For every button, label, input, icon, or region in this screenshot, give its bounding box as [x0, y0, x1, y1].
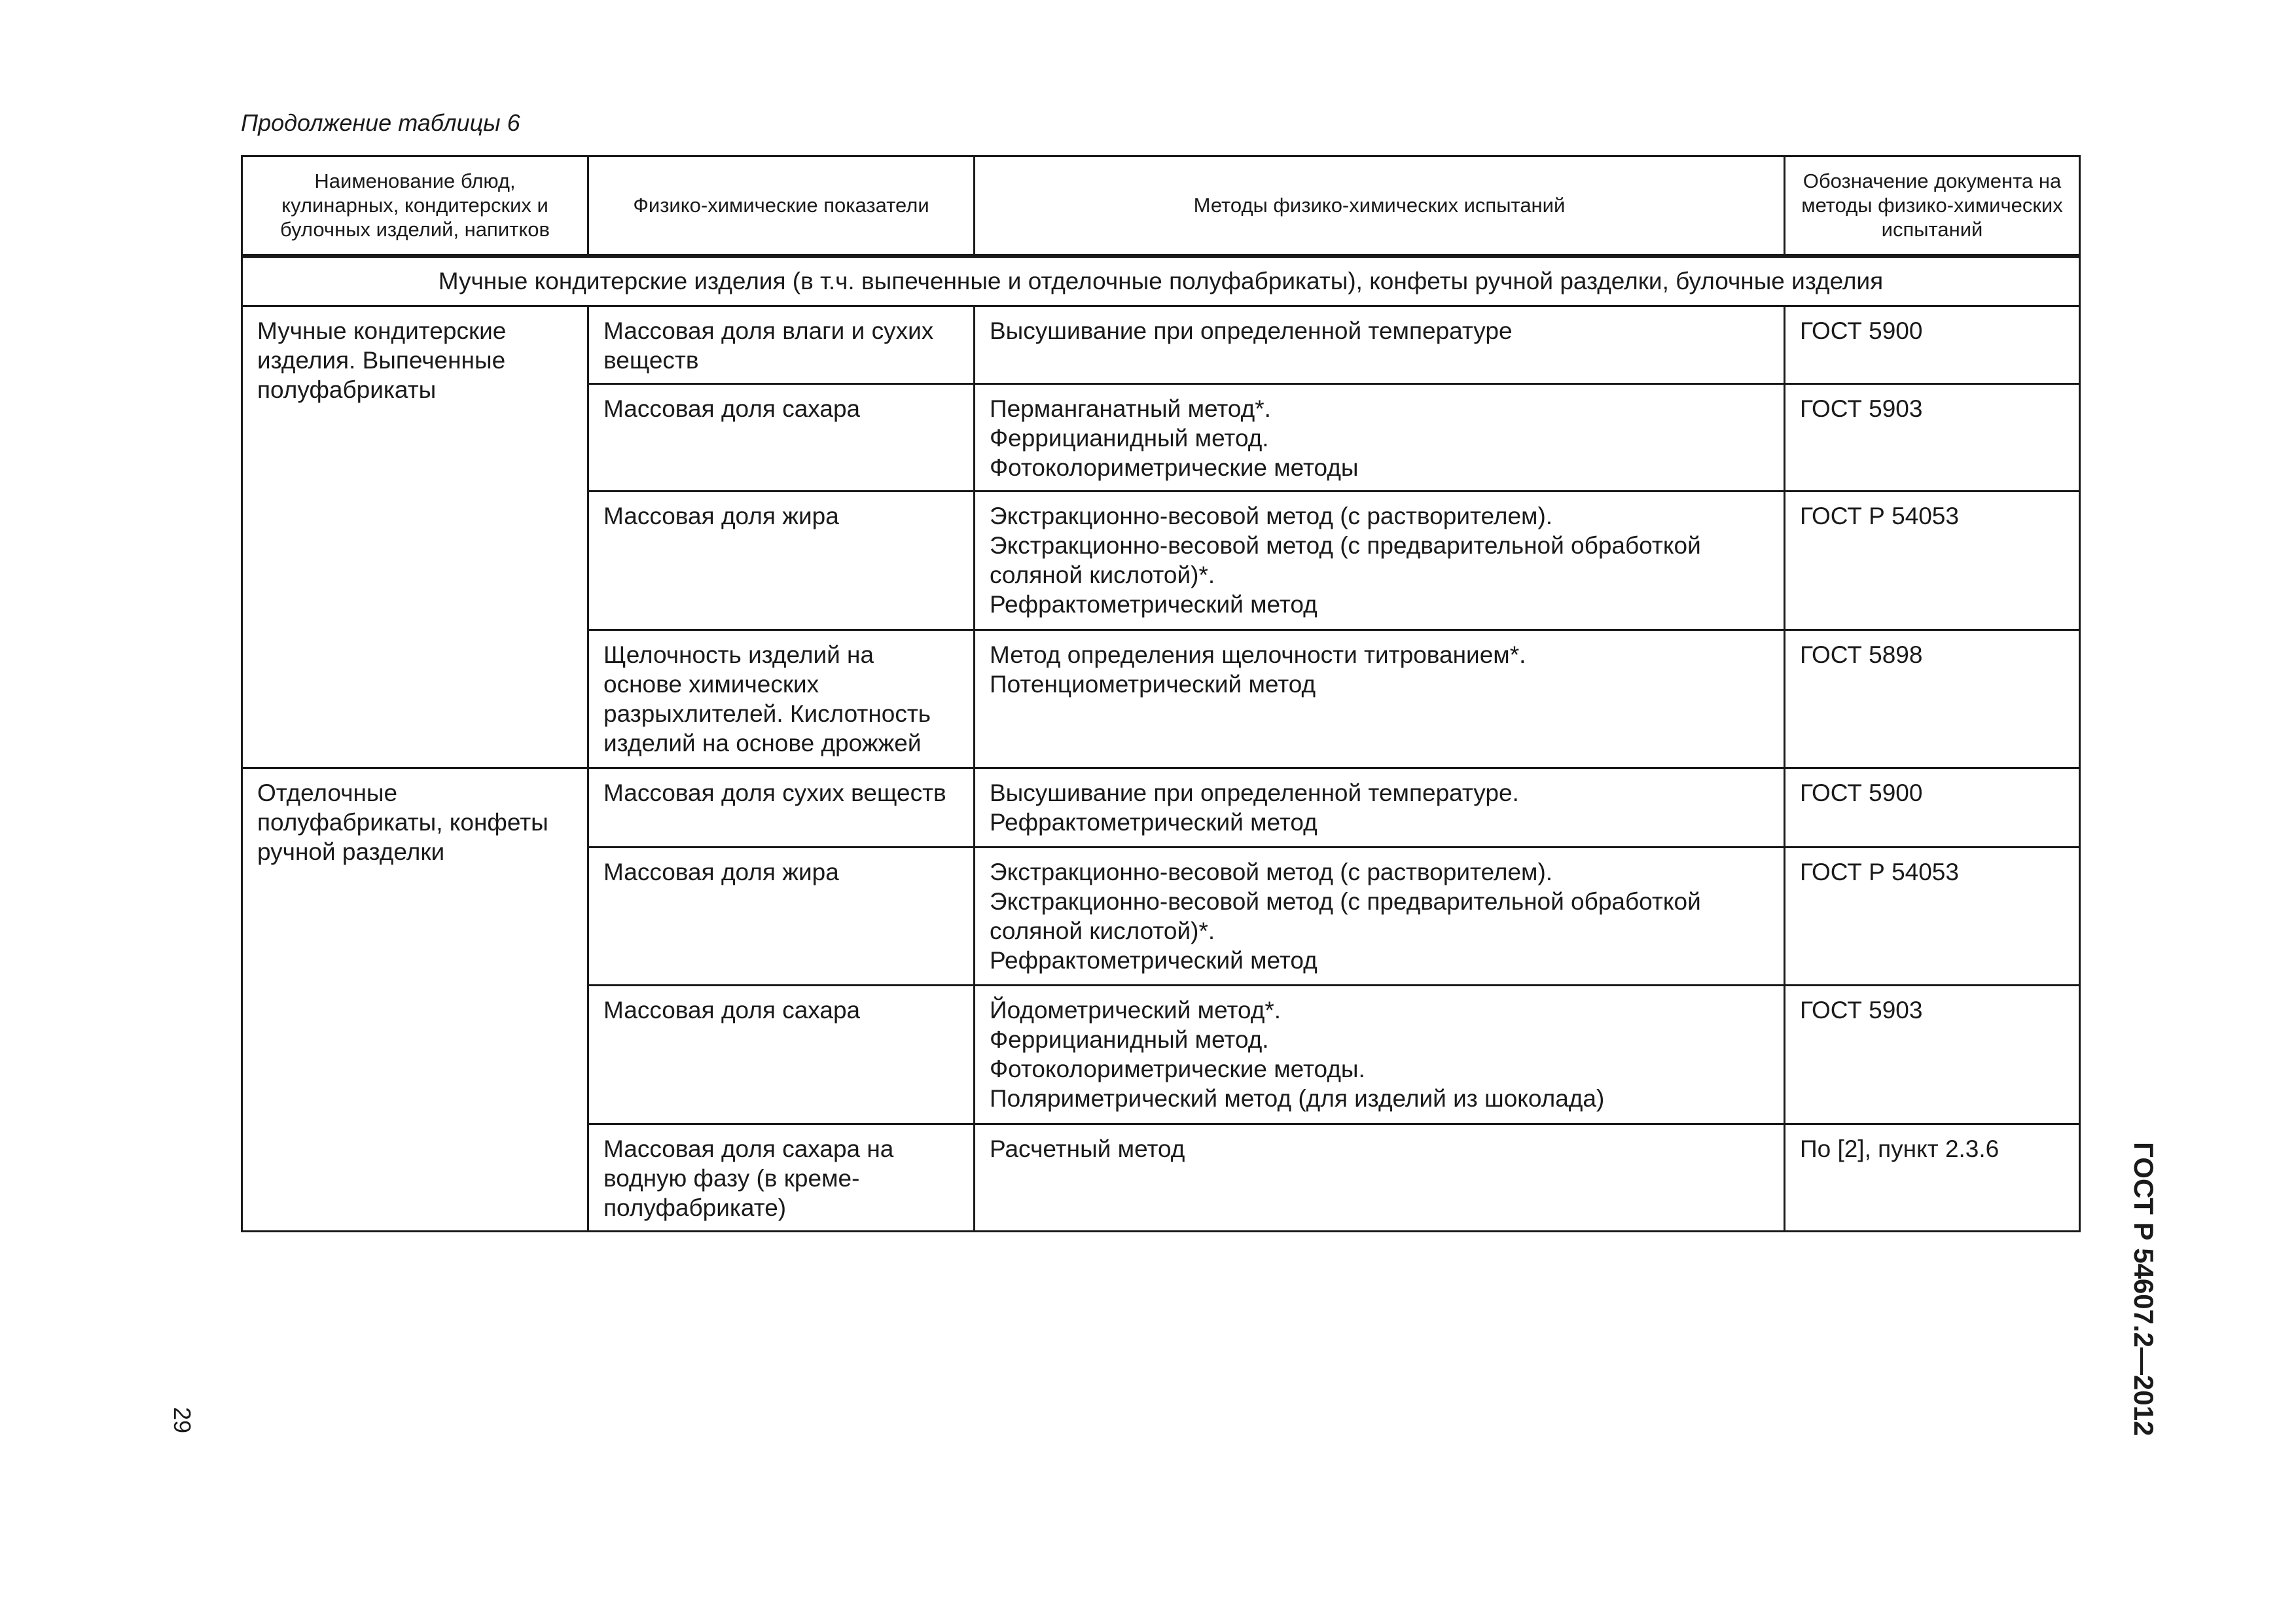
- methods-cell: [975, 630, 1785, 768]
- page-number: 29: [169, 1407, 196, 1434]
- method-line: Рефрактометрический метод: [990, 591, 1318, 618]
- document-cell: ГОСТ 5903: [1785, 986, 2080, 1124]
- method-line: Высушивание при определенной температуре.: [990, 779, 1519, 807]
- method-line: Экстракционно-весовой метод (с растворителем).: [990, 859, 1553, 886]
- method-line: Экстракционно-весовой метод (с растворителем).: [990, 503, 1553, 530]
- methods-cell: [975, 491, 1785, 630]
- method-line: Рефрактометрический метод: [990, 809, 1318, 836]
- indicator-cell: Щелочность изделий на основе химических разрыхлителей. Кислотность изделий на основе дрожжей: [588, 630, 975, 768]
- table-caption: Продолжение таблицы 6: [241, 109, 520, 136]
- methods-cell: [975, 383, 1785, 491]
- indicator-cell: Массовая доля жира: [588, 491, 975, 630]
- method-line: Потенциометрический метод: [990, 671, 1316, 698]
- document-cell: ГОСТ 5900: [1785, 768, 2080, 847]
- header-document: Обозначение документа на методы физико-химических испытаний: [1785, 156, 2080, 255]
- method-line: Феррицианидный метод.: [990, 1026, 1269, 1054]
- indicator-cell: Массовая доля сахара на водную фазу (в креме-полуфабрикате): [588, 1124, 975, 1232]
- table-header-row: [242, 156, 2080, 255]
- header-indicators: Физико-химические показатели: [588, 156, 975, 255]
- methods-cell: [975, 1124, 1785, 1232]
- methods-cell: [975, 306, 1785, 384]
- table-row: [242, 306, 2080, 384]
- indicator-cell: Массовая доля влаги и сухих веществ: [588, 306, 975, 384]
- method-line: Перманганатный метод*.: [990, 395, 1271, 422]
- method-line: Метод определения щелочности титрованием*.: [990, 641, 1526, 669]
- method-line: Высушивание при определенной температуре: [990, 317, 1513, 345]
- method-line: Йодометрический метод*.: [990, 997, 1282, 1024]
- section-title: Мучные кондитерские изделия (в т.ч. выпеченные и отделочные полуфабрикаты), конфеты ручной разделки, булочные изделия: [242, 257, 2080, 306]
- group-name: Мучные кондитерские изделия. Выпеченные полуфабрикаты: [242, 306, 588, 768]
- document-cell: ГОСТ Р 54053: [1785, 847, 2080, 986]
- group-name: Отделочные полуфабрикаты, конфеты ручной разделки: [242, 768, 588, 1232]
- method-line: Феррицианидный метод.: [990, 424, 1269, 452]
- document-cell: По [2], пункт 2.3.6: [1785, 1124, 2080, 1232]
- method-line: Экстракционно-весовой метод (с предварительной обработкой соляной кислотой)*.: [990, 888, 1701, 945]
- methods-cell: [975, 768, 1785, 847]
- indicator-cell: Массовая доля жира: [588, 847, 975, 986]
- method-line: Фотоколориметрические методы: [990, 454, 1359, 481]
- header-product-name: Наименование блюд, кулинарных, кондитерских и булочных изделий, напитков: [242, 156, 588, 255]
- document-designation: ГОСТ Р 54607.2—2012: [2128, 1142, 2159, 1436]
- document-cell: ГОСТ Р 54053: [1785, 491, 2080, 630]
- indicator-cell: Массовая доля сухих веществ: [588, 768, 975, 847]
- method-line: Рефрактометрический метод: [990, 947, 1318, 974]
- header-methods: Методы физико-химических испытаний: [975, 156, 1785, 255]
- indicator-cell: Массовая доля сахара: [588, 986, 975, 1124]
- indicator-cell: Массовая доля сахара: [588, 383, 975, 491]
- document-cell: ГОСТ 5900: [1785, 306, 2080, 384]
- method-line: Поляриметрический метод (для изделий из шоколада): [990, 1085, 1605, 1113]
- methods-cell: [975, 986, 1785, 1124]
- methods-cell: [975, 847, 1785, 986]
- method-line: Экстракционно-весовой метод (с предварительной обработкой соляной кислотой)*.: [990, 532, 1701, 589]
- table-row: [242, 768, 2080, 847]
- method-line: Расчетный метод: [990, 1135, 1185, 1163]
- section-row: [242, 257, 2080, 306]
- document-cell: ГОСТ 5903: [1785, 383, 2080, 491]
- method-line: Фотоколориметрические методы.: [990, 1056, 1365, 1083]
- document-cell: ГОСТ 5898: [1785, 630, 2080, 768]
- methods-table: [241, 155, 2081, 1232]
